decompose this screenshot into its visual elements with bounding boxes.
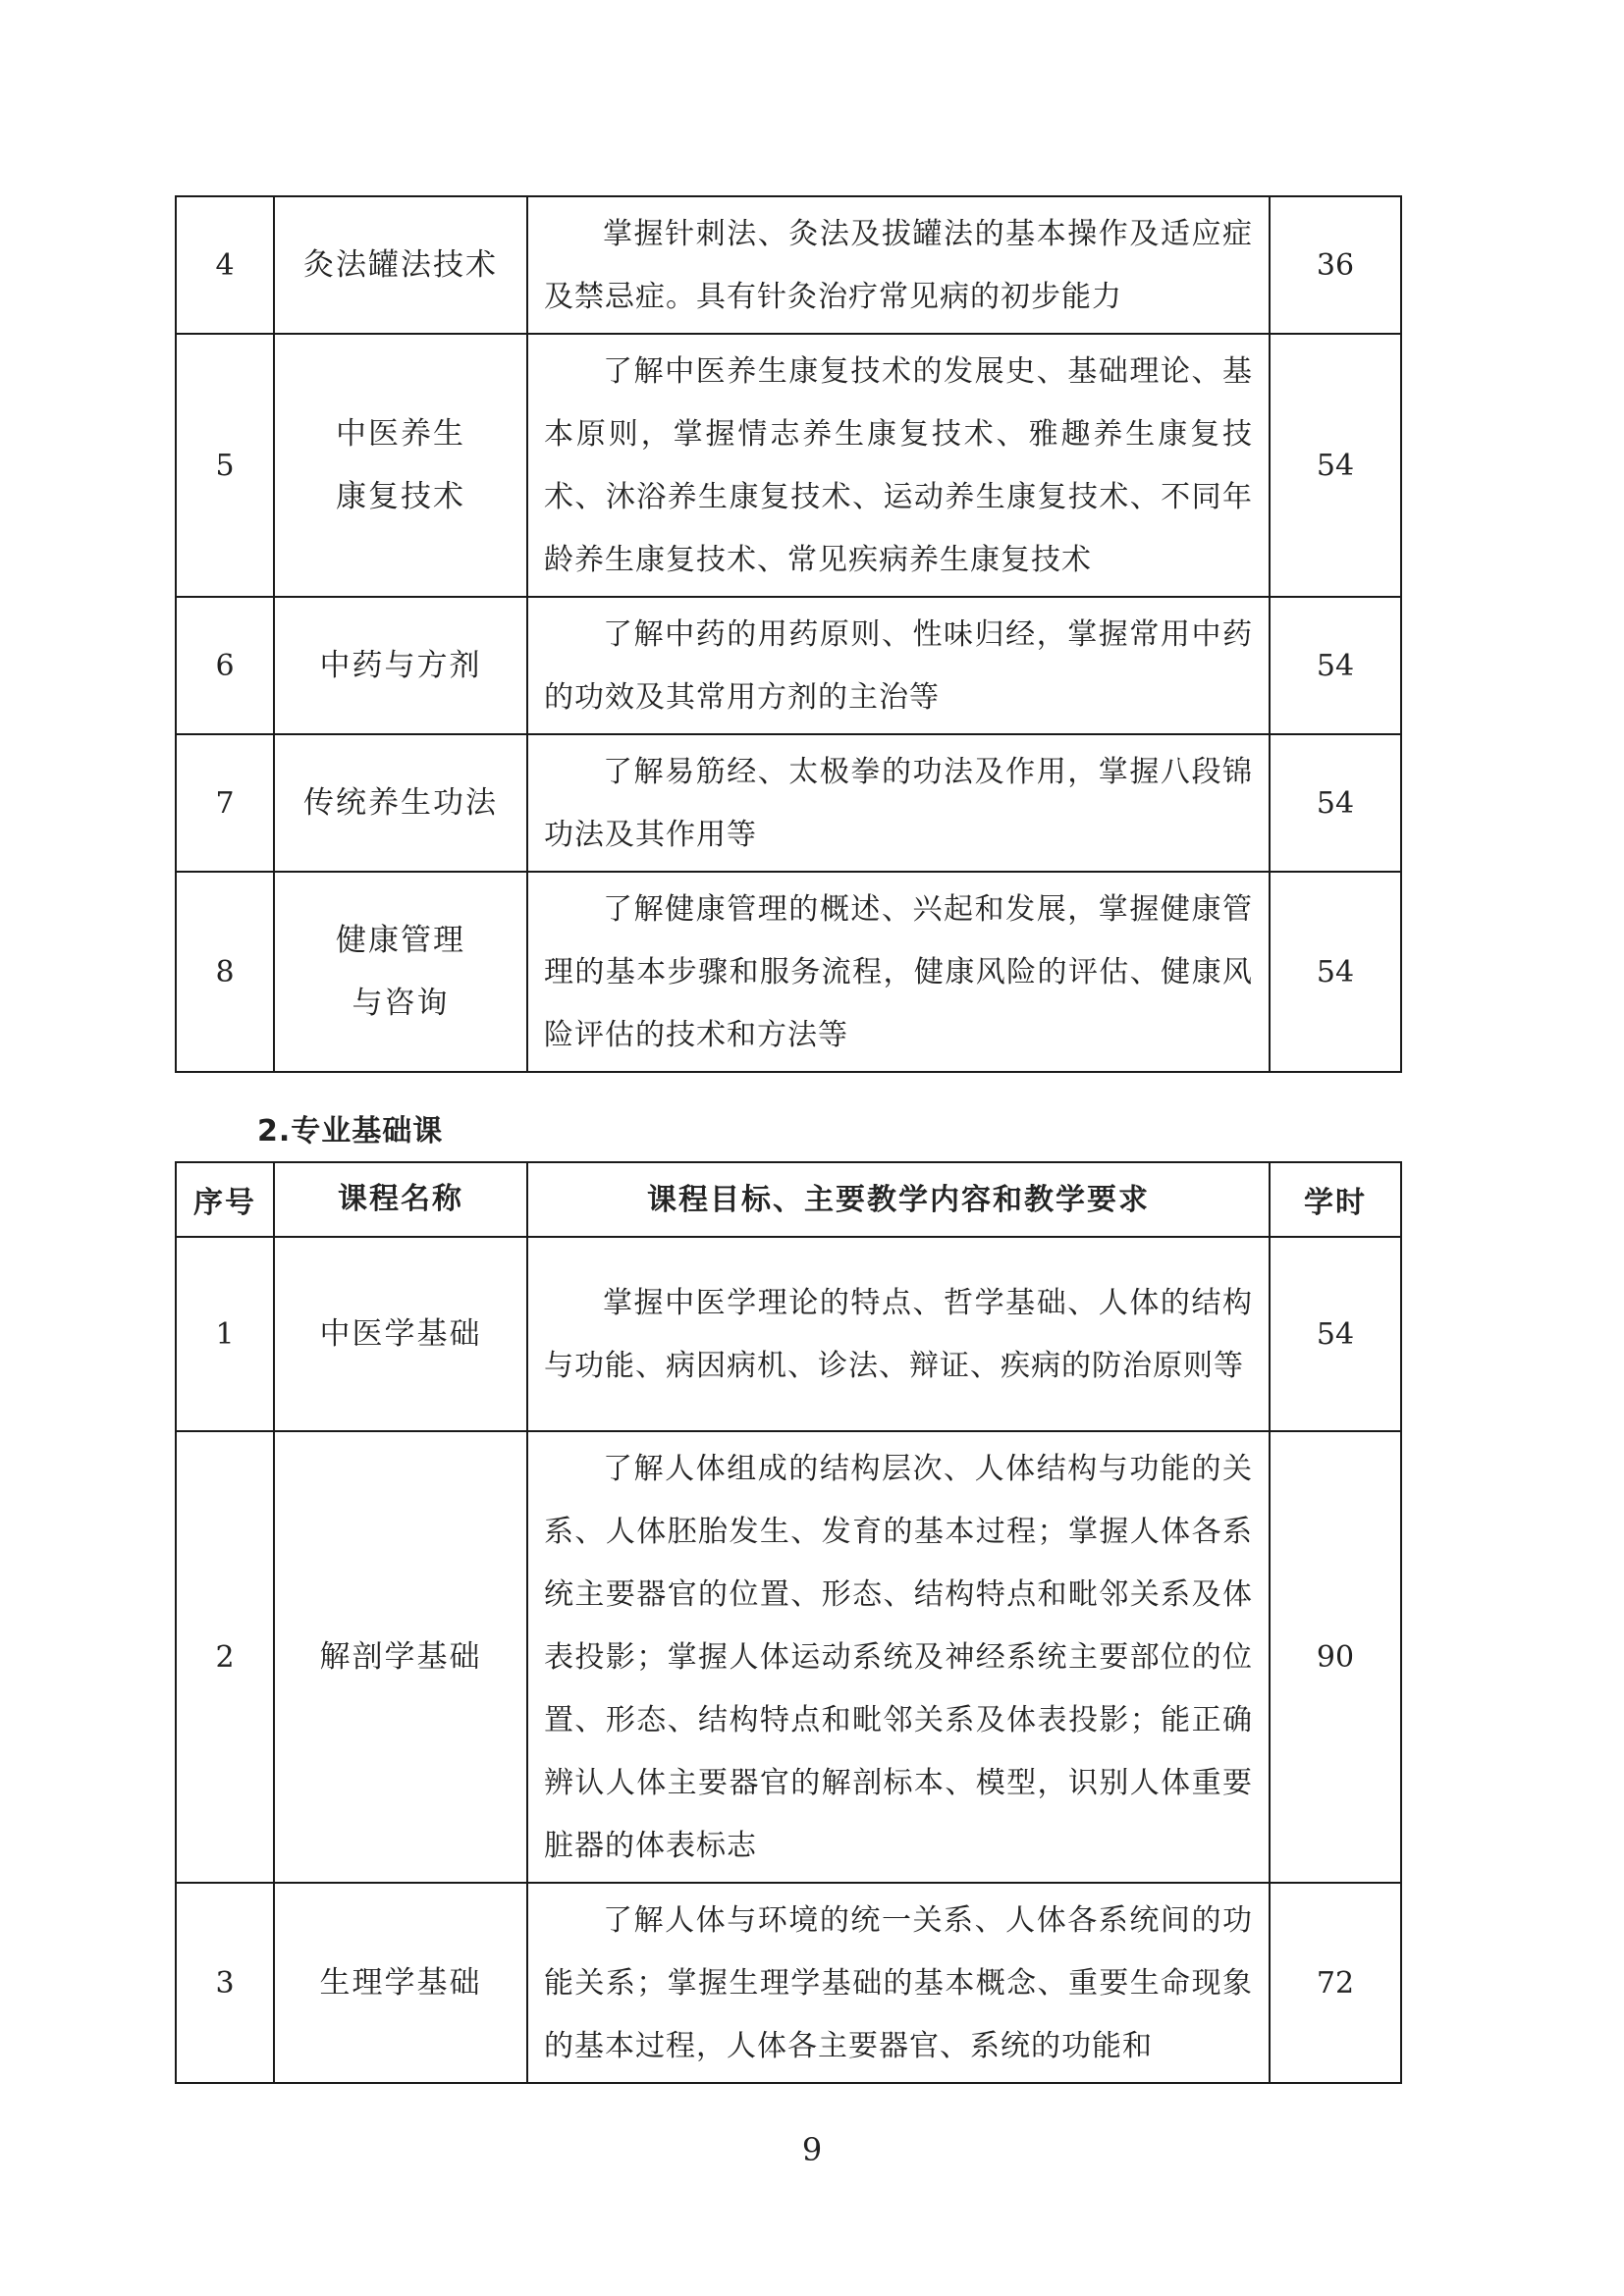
course-name: 解剖学基础 <box>274 1431 527 1883</box>
course-description: 了解人体组成的结构层次、人体结构与功能的关系、人体胚胎发生、发育的基本过程；掌握人体各系统主要器官的位置、形态、结构特点和毗邻关系及体表投影；掌握人体运动系统及神经系统主要部位的位置、形态、结构特点和毗邻关系及体表投影；能正确辨认人体主要器官的解剖标本、模型，识别人体重要脏器的体表标志 <box>527 1431 1270 1883</box>
table-row <box>176 1431 1401 1883</box>
course-table-continued <box>175 195 1402 1073</box>
course-hours: 54 <box>1270 334 1401 597</box>
row-number: 8 <box>176 872 274 1072</box>
course-hours: 54 <box>1270 734 1401 872</box>
header-hours: 学时 <box>1270 1162 1401 1237</box>
row-number: 7 <box>176 734 274 872</box>
course-hours: 54 <box>1270 597 1401 734</box>
table-row <box>176 196 1401 334</box>
table-row <box>176 597 1401 734</box>
course-name: 传统养生功法 <box>274 734 527 872</box>
course-name: 中药与方剂 <box>274 597 527 734</box>
row-number: 6 <box>176 597 274 734</box>
course-name <box>274 334 527 597</box>
header-number: 序号 <box>176 1162 274 1237</box>
course-description: 了解中医养生康复技术的发展史、基础理论、基本原则，掌握情志养生康复技术、雅趣养生康复技术、沐浴养生康复技术、运动养生康复技术、不同年龄养生康复技术、常见疾病养生康复技术 <box>527 334 1270 597</box>
course-hours: 54 <box>1270 872 1401 1072</box>
course-description: 了解人体与环境的统一关系、人体各系统间的功能关系；掌握生理学基础的基本概念、重要生命现象的基本过程，人体各主要器官、系统的功能和 <box>527 1883 1270 2083</box>
row-number: 5 <box>176 334 274 597</box>
course-description: 了解健康管理的概述、兴起和发展，掌握健康管理的基本步骤和服务流程，健康风险的评估、健康风险评估的技术和方法等 <box>527 872 1270 1072</box>
course-name-text: 健康管理与咨询 <box>336 923 465 1021</box>
row-number: 1 <box>176 1237 274 1431</box>
row-number: 2 <box>176 1431 274 1883</box>
table-row <box>176 1883 1401 2083</box>
table-row <box>176 334 1401 597</box>
course-hours: 36 <box>1270 196 1401 334</box>
course-hours: 72 <box>1270 1883 1401 2083</box>
course-description: 了解中药的用药原则、性味归经，掌握常用中药的功效及其常用方剂的主治等 <box>527 597 1270 734</box>
course-table-professional-basic <box>175 1161 1402 2084</box>
table-row <box>176 872 1401 1072</box>
course-name <box>274 872 527 1072</box>
table-row <box>176 1237 1401 1431</box>
course-hours: 54 <box>1270 1237 1401 1431</box>
course-name: 生理学基础 <box>274 1883 527 2083</box>
course-description: 掌握中医学理论的特点、哲学基础、人体的结构与功能、病因病机、诊法、辩证、疾病的防治原则等 <box>527 1237 1270 1431</box>
course-name-text: 中医养生康复技术 <box>336 416 465 514</box>
header-course-name: 课程名称 <box>274 1162 527 1237</box>
course-name: 中医学基础 <box>274 1237 527 1431</box>
table-row <box>176 734 1401 872</box>
course-description: 了解易筋经、太极拳的功法及作用，掌握八段锦功法及其作用等 <box>527 734 1270 872</box>
row-number: 4 <box>176 196 274 334</box>
course-hours: 90 <box>1270 1431 1401 1883</box>
page-number: 9 <box>801 2131 823 2168</box>
course-description: 掌握针刺法、灸法及拔罐法的基本操作及适应症及禁忌症。具有针灸治疗常见病的初步能力 <box>527 196 1270 334</box>
row-number: 3 <box>176 1883 274 2083</box>
table-header-row <box>176 1162 1401 1237</box>
course-name: 灸法罐法技术 <box>274 196 527 334</box>
section-title: 2.专业基础课 <box>257 1114 444 1148</box>
header-description: 课程目标、主要教学内容和教学要求 <box>527 1162 1270 1237</box>
